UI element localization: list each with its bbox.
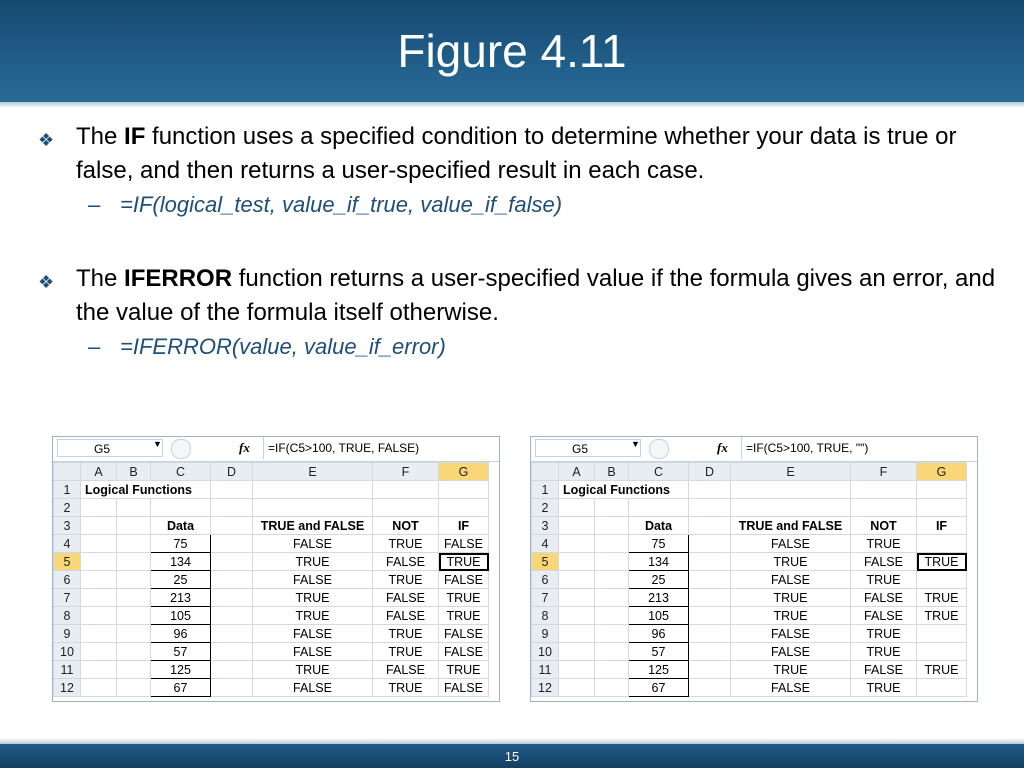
table-row: [532, 679, 967, 697]
column-header[interactable]: D: [689, 463, 731, 481]
cell[interactable]: [559, 499, 595, 517]
cell[interactable]: [211, 535, 253, 553]
diamond-bullet-icon: ❖: [38, 272, 55, 292]
true-false-cell[interactable]: FALSE: [253, 571, 373, 589]
header-cell-not[interactable]: NOT: [373, 517, 439, 535]
formula-input[interactable]: =IF(C5>100, TRUE, ""): [741, 437, 868, 459]
cell[interactable]: [595, 643, 629, 661]
formula-input[interactable]: =IF(C5>100, TRUE, FALSE): [263, 437, 419, 459]
if-cell[interactable]: TRUE: [439, 661, 489, 679]
not-cell[interactable]: FALSE: [373, 553, 439, 571]
name-box[interactable]: G5: [57, 439, 163, 457]
cell[interactable]: [731, 481, 851, 499]
if-cell[interactable]: FALSE: [439, 535, 489, 553]
table-row: [532, 607, 967, 625]
cell[interactable]: [559, 535, 595, 553]
if-cell[interactable]: FALSE: [439, 571, 489, 589]
true-false-cell[interactable]: FALSE: [731, 571, 851, 589]
table-row: [532, 553, 967, 571]
table-row: [54, 517, 489, 535]
not-cell[interactable]: TRUE: [373, 571, 439, 589]
active-cell[interactable]: TRUE: [439, 553, 489, 571]
table-row: [54, 661, 489, 679]
cell[interactable]: [689, 625, 731, 643]
sub-bullet-if-syntax: [38, 188, 998, 222]
sheet-title-cell[interactable]: Logical Functions: [81, 481, 211, 499]
cell[interactable]: [595, 661, 629, 679]
dash-icon: –: [88, 192, 101, 217]
cell[interactable]: [211, 553, 253, 571]
column-header[interactable]: E: [253, 463, 373, 481]
column-header[interactable]: C: [151, 463, 211, 481]
table-row: [532, 589, 967, 607]
page-number: 15: [504, 749, 520, 764]
cell[interactable]: [559, 553, 595, 571]
table-row: [532, 481, 967, 499]
data-value-cell[interactable]: 25: [629, 571, 689, 589]
table-row: [54, 481, 489, 499]
cell[interactable]: [689, 607, 731, 625]
bullet-prefix: The: [76, 265, 125, 292]
table-row: [532, 535, 967, 553]
cell[interactable]: [117, 589, 151, 607]
if-cell[interactable]: FALSE: [439, 643, 489, 661]
cell[interactable]: [559, 661, 595, 679]
slide-content: [38, 120, 998, 364]
title-bar: [0, 0, 1024, 102]
row-header[interactable]: 12: [532, 679, 559, 697]
cell[interactable]: [81, 625, 117, 643]
cell[interactable]: [117, 625, 151, 643]
chevron-down-icon[interactable]: ▼: [631, 439, 640, 449]
data-value-cell[interactable]: 57: [151, 643, 211, 661]
cell[interactable]: [253, 499, 373, 517]
bullet-keyword: IFERROR: [124, 265, 233, 292]
data-value-cell[interactable]: 134: [151, 553, 211, 571]
cell[interactable]: [211, 571, 253, 589]
bullet-text: function returns a user-specified value if the formula gives an error, and the value of the formula itself otherwise.: [76, 265, 996, 326]
cell[interactable]: [731, 499, 851, 517]
formula-bar: [531, 437, 977, 462]
fx-icon[interactable]: fx: [239, 440, 250, 455]
cell[interactable]: [151, 499, 211, 517]
column-header[interactable]: G: [917, 463, 967, 481]
dash-icon: –: [88, 334, 101, 359]
data-value-cell[interactable]: 213: [629, 589, 689, 607]
header-cell-if[interactable]: IF: [439, 517, 489, 535]
spreadsheet-left: [52, 436, 500, 702]
table-row: [54, 643, 489, 661]
cell[interactable]: [373, 481, 439, 499]
row-header[interactable]: 3: [54, 517, 81, 535]
sheet-title-cell[interactable]: Logical Functions: [559, 481, 689, 499]
cell[interactable]: [689, 589, 731, 607]
true-false-cell[interactable]: TRUE: [253, 661, 373, 679]
cell[interactable]: [559, 679, 595, 697]
cell-grid: [53, 462, 489, 697]
row-header[interactable]: 5: [54, 553, 81, 571]
header-cell-not[interactable]: NOT: [851, 517, 917, 535]
column-header[interactable]: C: [629, 463, 689, 481]
formula-circle-icon: [171, 439, 191, 459]
not-cell[interactable]: TRUE: [373, 535, 439, 553]
table-row: [532, 571, 967, 589]
header-cell-data[interactable]: Data: [151, 517, 211, 535]
cell[interactable]: [211, 589, 253, 607]
not-cell[interactable]: FALSE: [373, 607, 439, 625]
sub-bullet-iferror-syntax: [38, 330, 998, 364]
chevron-down-icon[interactable]: ▼: [153, 439, 162, 449]
if-cell[interactable]: [917, 535, 967, 553]
cell[interactable]: [917, 499, 967, 517]
data-value-cell[interactable]: 57: [629, 643, 689, 661]
data-value-cell[interactable]: 105: [629, 607, 689, 625]
data-value-cell[interactable]: 125: [629, 661, 689, 679]
true-false-cell[interactable]: FALSE: [253, 625, 373, 643]
cell[interactable]: [595, 553, 629, 571]
row-header[interactable]: 12: [54, 679, 81, 697]
cell[interactable]: [559, 589, 595, 607]
cell[interactable]: [595, 535, 629, 553]
table-row: [54, 571, 489, 589]
column-header[interactable]: B: [117, 463, 151, 481]
cell[interactable]: [117, 535, 151, 553]
if-cell[interactable]: TRUE: [439, 589, 489, 607]
cell[interactable]: [689, 481, 731, 499]
cell-grid: [531, 462, 967, 697]
true-false-cell[interactable]: TRUE: [731, 661, 851, 679]
cell[interactable]: [117, 679, 151, 697]
true-false-cell[interactable]: FALSE: [731, 679, 851, 697]
if-cell[interactable]: FALSE: [439, 679, 489, 697]
row-header[interactable]: 3: [532, 517, 559, 535]
cell[interactable]: [211, 607, 253, 625]
slide-title: Figure 4.11: [397, 25, 627, 77]
not-cell[interactable]: FALSE: [851, 589, 917, 607]
data-value-cell[interactable]: 75: [151, 535, 211, 553]
cell[interactable]: [439, 481, 489, 499]
table-row: [532, 517, 967, 535]
data-value-cell[interactable]: 67: [629, 679, 689, 697]
cell[interactable]: [117, 643, 151, 661]
cell[interactable]: [689, 679, 731, 697]
row-header[interactable]: 9: [54, 625, 81, 643]
table-row: [54, 625, 489, 643]
syntax-text: =IF(logical_test, value_if_true, value_if_false): [120, 192, 563, 217]
cell[interactable]: [629, 499, 689, 517]
if-cell[interactable]: [917, 643, 967, 661]
cell[interactable]: [211, 625, 253, 643]
row-header[interactable]: 5: [532, 553, 559, 571]
true-false-cell[interactable]: TRUE: [731, 607, 851, 625]
row-header[interactable]: 1: [532, 481, 559, 499]
cell[interactable]: [211, 643, 253, 661]
cell[interactable]: [373, 499, 439, 517]
not-cell[interactable]: TRUE: [851, 625, 917, 643]
not-cell[interactable]: TRUE: [851, 679, 917, 697]
not-cell[interactable]: TRUE: [851, 571, 917, 589]
cell[interactable]: [211, 481, 253, 499]
bullet-text: function uses a specified condition to determine whether your data is true or false, and then returns a user-specified result in each case.: [76, 123, 957, 184]
formula-bar: [53, 437, 499, 462]
cell[interactable]: [689, 517, 731, 535]
true-false-cell[interactable]: TRUE: [731, 589, 851, 607]
table-row: [54, 499, 489, 517]
row-header[interactable]: 9: [532, 625, 559, 643]
not-cell[interactable]: FALSE: [851, 661, 917, 679]
table-row: [532, 643, 967, 661]
table-row: [532, 625, 967, 643]
row-header[interactable]: 1: [54, 481, 81, 499]
column-header-row: [54, 463, 489, 481]
if-cell[interactable]: TRUE: [917, 589, 967, 607]
data-value-cell[interactable]: 75: [629, 535, 689, 553]
true-false-cell[interactable]: FALSE: [253, 643, 373, 661]
cell[interactable]: [211, 499, 253, 517]
cell[interactable]: [439, 499, 489, 517]
diamond-bullet-icon: ❖: [38, 130, 55, 150]
true-false-cell[interactable]: FALSE: [731, 643, 851, 661]
data-value-cell[interactable]: 105: [151, 607, 211, 625]
cell[interactable]: [851, 499, 917, 517]
column-header[interactable]: D: [211, 463, 253, 481]
cell[interactable]: [117, 571, 151, 589]
cell[interactable]: [81, 679, 117, 697]
cell[interactable]: [851, 481, 917, 499]
cell[interactable]: [559, 607, 595, 625]
not-cell[interactable]: TRUE: [373, 643, 439, 661]
cell[interactable]: [81, 553, 117, 571]
cell[interactable]: [689, 499, 731, 517]
bullet-prefix: The: [76, 123, 125, 150]
row-header[interactable]: 7: [532, 589, 559, 607]
cell[interactable]: [81, 643, 117, 661]
true-false-cell[interactable]: FALSE: [253, 535, 373, 553]
table-row: [54, 607, 489, 625]
header-cell-data[interactable]: Data: [629, 517, 689, 535]
column-header-row: [532, 463, 967, 481]
syntax-text: =IFERROR(value, value_if_error): [120, 334, 446, 359]
cell[interactable]: [81, 589, 117, 607]
cell[interactable]: [117, 517, 151, 535]
row-header[interactable]: 2: [54, 499, 81, 517]
cell[interactable]: [559, 625, 595, 643]
cell[interactable]: [81, 517, 117, 535]
bullet-iferror: [38, 262, 998, 330]
cell[interactable]: [211, 661, 253, 679]
cell[interactable]: [689, 661, 731, 679]
cell[interactable]: [559, 571, 595, 589]
table-row: [54, 589, 489, 607]
spreadsheet-right: [530, 436, 978, 702]
row-header[interactable]: 11: [532, 661, 559, 679]
row-header[interactable]: 6: [54, 571, 81, 589]
true-false-cell[interactable]: FALSE: [731, 625, 851, 643]
cell[interactable]: [559, 517, 595, 535]
fx-icon[interactable]: fx: [717, 440, 728, 455]
cell[interactable]: [211, 679, 253, 697]
cell[interactable]: [559, 643, 595, 661]
header-cell-if[interactable]: IF: [917, 517, 967, 535]
select-all-corner[interactable]: [532, 463, 559, 481]
if-cell[interactable]: [917, 679, 967, 697]
cell[interactable]: [595, 499, 629, 517]
not-cell[interactable]: FALSE: [851, 553, 917, 571]
cell[interactable]: [81, 607, 117, 625]
not-cell[interactable]: TRUE: [373, 625, 439, 643]
column-header[interactable]: A: [81, 463, 117, 481]
table-row: [532, 499, 967, 517]
not-cell[interactable]: FALSE: [373, 661, 439, 679]
column-header[interactable]: F: [851, 463, 917, 481]
data-value-cell[interactable]: 67: [151, 679, 211, 697]
row-header[interactable]: 11: [54, 661, 81, 679]
cell[interactable]: [81, 661, 117, 679]
cell[interactable]: [81, 535, 117, 553]
row-header[interactable]: 10: [532, 643, 559, 661]
not-cell[interactable]: TRUE: [373, 679, 439, 697]
header-cell-true-false[interactable]: TRUE and FALSE: [731, 517, 851, 535]
data-value-cell[interactable]: 96: [629, 625, 689, 643]
active-cell[interactable]: TRUE: [917, 553, 967, 571]
cell[interactable]: [81, 499, 117, 517]
column-header[interactable]: G: [439, 463, 489, 481]
if-cell[interactable]: TRUE: [439, 607, 489, 625]
cell[interactable]: [689, 571, 731, 589]
select-all-corner[interactable]: [54, 463, 81, 481]
data-value-cell[interactable]: 213: [151, 589, 211, 607]
data-value-cell[interactable]: 96: [151, 625, 211, 643]
header-cell-true-false[interactable]: TRUE and FALSE: [253, 517, 373, 535]
data-value-cell[interactable]: 134: [629, 553, 689, 571]
if-cell[interactable]: [917, 571, 967, 589]
if-cell[interactable]: TRUE: [917, 607, 967, 625]
not-cell[interactable]: TRUE: [851, 643, 917, 661]
true-false-cell[interactable]: TRUE: [253, 607, 373, 625]
cell[interactable]: [917, 481, 967, 499]
true-false-cell[interactable]: TRUE: [253, 553, 373, 571]
data-value-cell[interactable]: 125: [151, 661, 211, 679]
cell[interactable]: [595, 589, 629, 607]
true-false-cell[interactable]: TRUE: [253, 589, 373, 607]
cell[interactable]: [595, 517, 629, 535]
row-header[interactable]: 8: [532, 607, 559, 625]
cell[interactable]: [595, 625, 629, 643]
row-header[interactable]: 2: [532, 499, 559, 517]
cell[interactable]: [211, 517, 253, 535]
if-cell[interactable]: FALSE: [439, 625, 489, 643]
cell[interactable]: [117, 607, 151, 625]
true-false-cell[interactable]: TRUE: [731, 553, 851, 571]
cell[interactable]: [81, 571, 117, 589]
not-cell[interactable]: FALSE: [373, 589, 439, 607]
cell[interactable]: [117, 553, 151, 571]
cell[interactable]: [689, 535, 731, 553]
table-row: [532, 661, 967, 679]
cell[interactable]: [689, 553, 731, 571]
cell[interactable]: [595, 571, 629, 589]
table-row: [54, 679, 489, 697]
name-box[interactable]: G5: [535, 439, 641, 457]
row-header[interactable]: 7: [54, 589, 81, 607]
formula-circle-icon: [649, 439, 669, 459]
column-header[interactable]: F: [373, 463, 439, 481]
true-false-cell[interactable]: FALSE: [253, 679, 373, 697]
cell[interactable]: [595, 607, 629, 625]
if-cell[interactable]: TRUE: [917, 661, 967, 679]
row-header[interactable]: 8: [54, 607, 81, 625]
column-header[interactable]: A: [559, 463, 595, 481]
true-false-cell[interactable]: FALSE: [731, 535, 851, 553]
cell[interactable]: [595, 679, 629, 697]
row-header[interactable]: 10: [54, 643, 81, 661]
bullet-keyword: IF: [124, 123, 146, 150]
footer-bar: [0, 744, 1024, 768]
data-value-cell[interactable]: 25: [151, 571, 211, 589]
cell[interactable]: [253, 481, 373, 499]
table-row: [54, 535, 489, 553]
cell[interactable]: [117, 499, 151, 517]
column-header[interactable]: E: [731, 463, 851, 481]
cell[interactable]: [689, 643, 731, 661]
table-row: [54, 553, 489, 571]
bullet-if: [38, 120, 998, 188]
row-header[interactable]: 4: [532, 535, 559, 553]
row-header[interactable]: 6: [532, 571, 559, 589]
if-cell[interactable]: [917, 625, 967, 643]
not-cell[interactable]: FALSE: [851, 607, 917, 625]
column-header[interactable]: B: [595, 463, 629, 481]
cell[interactable]: [117, 661, 151, 679]
row-header[interactable]: 4: [54, 535, 81, 553]
not-cell[interactable]: TRUE: [851, 535, 917, 553]
